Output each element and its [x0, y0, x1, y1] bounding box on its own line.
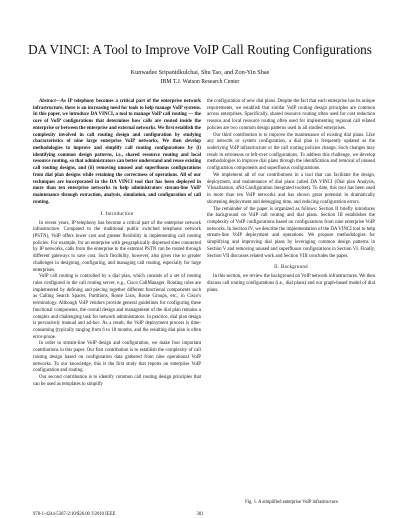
copyright-notice: 978-1-4244-5367-2/10/$26.00 ©2010 IEEE: [33, 512, 116, 517]
figure-1-caption: Fig. 1. A simplified enterprise VoIP infrastructure.: [245, 500, 339, 505]
intro-paragraph-1: In recent years, IP telephony has become a critical part of the enterprise network infrastructure. Compared to the traditional public switched telephone network (PSTN), VoIP offers lower cost and greater flexibility in implementing call routing policies. For example, for an enterprise with geographically dispersed sites connected by IP networks, calls from the enterprise to the external PSTN can be routed through different gateways to save cost. Such flexibility, however, also gives rise to greater challenges in designing, configuring, and managing call routing, especially for large enterprises.: [33, 220, 201, 273]
intro-paragraph-4: Our second contribution is to identify common call routing design principles that can be used as templates to simplify: [33, 375, 201, 387]
paper-affiliation: IBM T.J. Watson Research Center: [160, 79, 240, 85]
figure-1-area: [208, 445, 376, 495]
intro-paragraph-8: The remainder of the paper is organized as follows: Section II briefly introduces the background on VoIP call routing and dial plans. Section III establishes the complexity of VoIP configurations based on configurations from nine enterprise VoIP networks. In Section IV, we describe the implementation of the DA VINCI tool to help stream-line VoIP deployment and operations. We propose methodologies for simplifying and improving dial plans by leveraging common design patterns in Section V and removing unused and superfluous configurations in Section VI. Finally, Section VII discusses related work and Section VIII concludes the paper.: [207, 206, 375, 259]
paper-authors: Kunwadee Sripanidkulchai, Shu Tao, and Zon-Yin Shae: [130, 69, 270, 76]
abstract-label: Abstract: [39, 99, 56, 104]
paper-title: DA VINCI: A Tool to Improve VoIP Call Routing Configurations: [28, 42, 372, 57]
intro-paragraph-3: In order to stream-line VoIP design and configuration, we make four important contributions in this paper. Our first contribution is to establish the complexity of call routing design based on configuration data gathered from nine operational VoIP networks. To our knowledge, this is the first study that reports on enterprise VoIP configuration and routing.: [33, 341, 201, 374]
intro-paragraph-2: VoIP call routing is controlled by a dial plan, which consists of a set of routing rules configured in the call routing server, e.g., Cisco CallManager. Routing rules are implemented by defining and piecing together different functional components such as Calling Search Spaces, Partitions, Route Lists, Route Groups, etc., in Cisco's terminology. Although VoIP vendors provide general guidelines for configuring these functional components, the overall design and management of the dial plan remains a complex and challenging task for network administrators. In practice, dial plan design is pervasively manual and ad-hoc. As a result, the VoIP deployment process is time-consuming (typically ranging from 6 to 18 months, and the resulting dial plan is often error-prone.: [33, 274, 201, 340]
intro-paragraph-7: We implement all of our contributions in a tool that can facilitate the design, deployment, and maintenance of dial plans called DA VINCI (Dial plan Analysis, VIsualization, aNd Configuration Integrated toolset). To date, this tool has been used in more than ten VoIP networks and has shown great potential in dramatically shortening deployment and debugging time, and reducing configuration errors.: [207, 172, 375, 205]
section-heading-introduction: I. Introduction: [100, 211, 134, 217]
abstract-text: —As IP telephony becomes a critical part of the enterprise network infrastructure, there is an increasing need for tools to help manage VoIP systems. In this paper, we introduce DA VINCI, a tool to manage VoIP call routing — the core of VoIP configurations that determines how calls are routed inside the enterprise or between the enterprise and external networks. We first establish the complexity involved in call routing design and configuration by studying characteristics of nine large enterprise VoIP networks. We then develop methodologies to improve and simplify call routing configurations by (i) identifying common design patterns, i.e., shared resource routing and local resource routing, so that administrators can better understand and reuse existing call routing designs, and (ii) removing unused and superfluous configurations from dial plan designs while retaining the correctness of operations. All of our techniques are incorporated in the DA VINCI tool that has been deployed in more than ten enterprise networks to help administrators stream-line VoIP maintenance through extraction, analysis, simulation, and configuration of call routing.: [33, 99, 201, 205]
background-paragraph-1: In this section, we review the background on VoIP network infrastructures. We then discuss call routing configurations (i.e., dial plans) and our graph-based model of dial plans.: [207, 274, 375, 293]
intro-paragraph-6: Our third contribution is to improve the maintenance of existing dial plans. Like any network or system configuration, a dial plan is frequently updated as the underlying VoIP infrastructure or the call routing policies change. Such changes may result in erroneous or left-over configurations. To address this challenge, we develop methodologies to improve dial plans through the identification and removal of unused configuration components and superfluous configurations.: [207, 132, 375, 172]
left-column: [33, 99, 201, 388]
abstract: [33, 99, 201, 207]
section-heading-background: II. Background: [274, 265, 308, 271]
intro-paragraph-5: the configuration of new dial plans. Despite the fact that each enterprise has its unique requirements, we establish that similar VoIP routing design principles are common across enterprises. Specifically, shared resource routing often used for cost reduction reasons and local resource routing often used for implementing regional call related policies are two common design patterns used in all studied enterprises.: [207, 99, 375, 131]
page-number: 301: [196, 512, 204, 517]
right-column: [207, 99, 375, 294]
